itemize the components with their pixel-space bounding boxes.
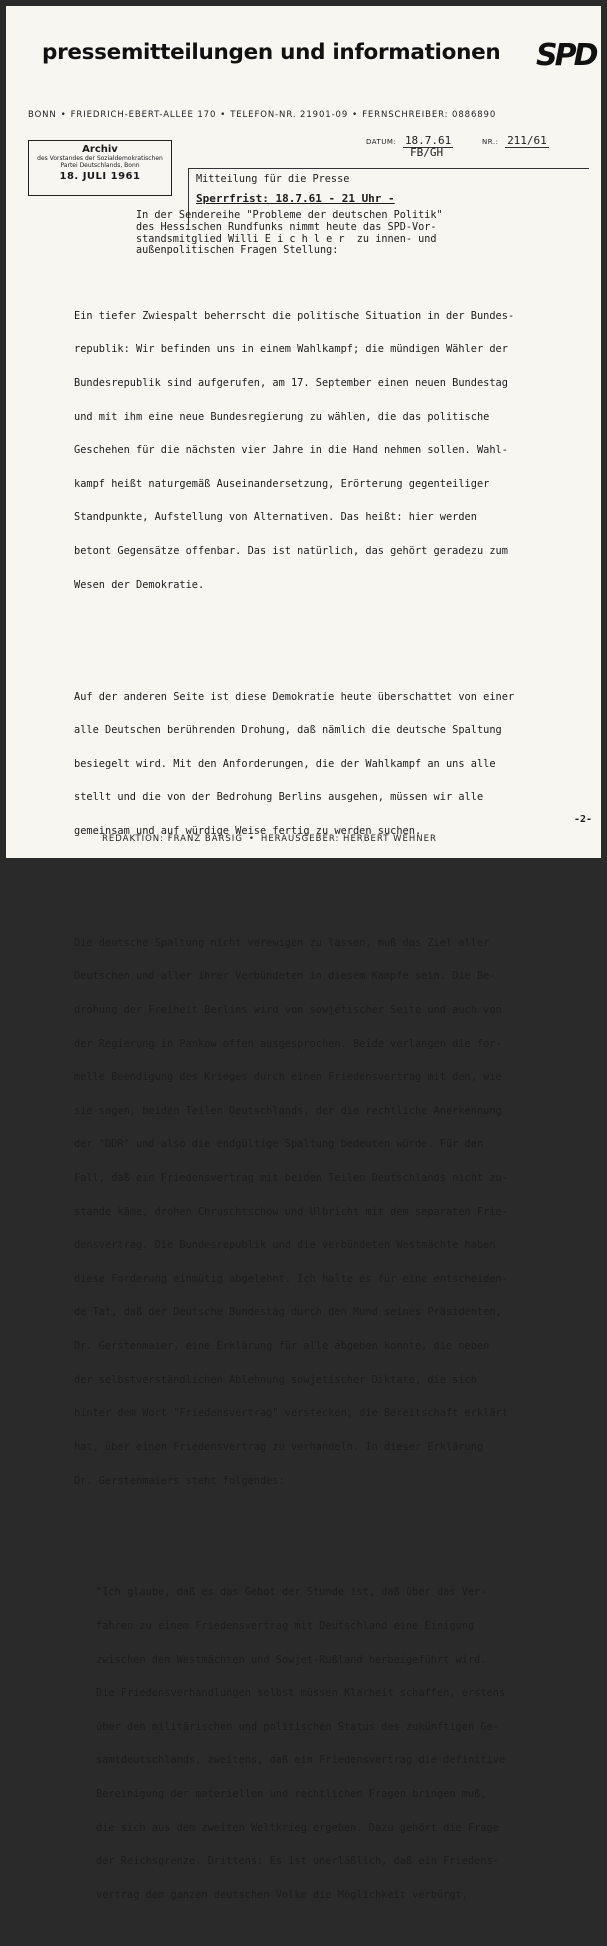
text-line: und mit ihm eine neue Bundesregierung zu wählen, die das politische (74, 410, 490, 423)
text-line: drohung der Freiheit Berlins wird von sowjetischer Seite und auch von (74, 1004, 502, 1016)
datum-label: DATUM: (366, 138, 397, 146)
lead-line: standsmitglied Willi E i c h l e r zu innen- und (136, 233, 437, 245)
masthead: pressemitteilungen und informationen (42, 40, 501, 65)
nr-value: 211/61 (507, 134, 547, 147)
nr-block (482, 134, 549, 147)
text-line: republik: Wir befinden uns in einem Wahlkampf; die mündigen Wähler der (74, 343, 508, 356)
text-line: Dr. Gerstenmaier, eine Erklärung für alle abgeben konnte, die neben (74, 1340, 490, 1353)
embargo-line (196, 192, 395, 205)
paragraph-2 (74, 669, 594, 859)
text-line: hinter dem Wort "Friedensvertrag" verstecken, die Bereitschaft erklärt (74, 1407, 508, 1420)
quote-line: der Reichsgrenze. Drittens: Es ist unerläßlich, daß ein Friedens- (96, 1855, 499, 1868)
logo-text: SPD (536, 38, 596, 73)
quote-block (74, 1565, 594, 1924)
text-line: diese Forderung einmütig abgelehnt. Ich halte es für eine entscheiden- (74, 1272, 508, 1285)
text-line: Dr. Gerstenmaiers steht folgendes: (74, 1474, 285, 1487)
text-line: sie sagen, beiden Teilen Deutschlands, der die rechtliche Anerkennung (74, 1104, 502, 1117)
text-line: densvertrag. Die Bundesrepublik und die verbündeten Westmächte haben (74, 1239, 496, 1252)
address-line: BONN • FRIEDRICH-EBERT-ALLEE 170 • TELEFON-NR. 21901-09 • FERNSCHREIBER: 0886890 (28, 110, 497, 120)
lead-paragraph (136, 210, 596, 257)
lead-line: In der Sendereihe "Probleme der deutschen Politik" (136, 210, 443, 221)
address-phone: TELEFON-NR. 21901-09 (230, 110, 349, 120)
text-line: Bundesrepublik sind aufgerufen, am 17. September einen neuen Bundestag (74, 377, 508, 390)
text-line: der Regierung in Pankow offen ausgesprochen. Beide verlangen die for- (74, 1037, 502, 1050)
text-line: Auf der anderen Seite ist diese Demokratie heute überschattet von einer (74, 690, 515, 703)
body-text (74, 266, 594, 1946)
address-telex: FERNSCHREIBER: 0886890 (362, 110, 497, 120)
text-line: stande käme, drohen Chruschtschow und Ulbricht mit dem separaten Frie- (74, 1205, 508, 1218)
text-line: Deutschen und aller ihrer Verbündeten in diesem Kampfe sein. Die Be- (74, 970, 496, 983)
text-line: gemeinsam und auf würdige Weise fertig zu werden suchen. (74, 824, 422, 837)
text-line: Ein tiefer Zwiespalt beherrscht die politische Situation in der Bundes- (74, 309, 515, 322)
text-line: hat, über einen Friedensvertrag zu verhandeln. In dieser Erklärung (74, 1440, 484, 1453)
quote-line: vertrag dem ganzen deutschen Volke die Möglichkeit verbürgt, (96, 1888, 468, 1901)
quote-line: die sich aus dem zweiten Weltkrieg ergeben. Dazu gehört die Frage (96, 1821, 499, 1834)
quote-line: "Ich glaube, daß es das Gebot der Stunde ist, daß über das Ver- (96, 1586, 487, 1599)
text-line: Die deutsche Spaltung nicht verewigen zu lassen, muß das Ziel aller (74, 936, 490, 949)
address-city: BONN (28, 110, 57, 120)
paragraph-1 (74, 288, 594, 613)
stamp-line-1: des Vorstandes der Sozialdemokratischen (37, 155, 163, 162)
datum-value: 18.7.61 (404, 134, 452, 147)
lead-line: des Hessischen Rundfunks nimmt heute das SPD-Vor- (136, 221, 437, 233)
footer-redaktion: REDAKTION: FRANZ BARSIG (102, 834, 243, 844)
quote-line: über den militärischen und politischen Status des zukünftigen Ge- (96, 1720, 499, 1733)
text-line: alle Deutschen berührenden Drohung, daß nämlich die deutsche Spaltung (74, 724, 502, 737)
text-line: Geschehen für die nächsten vier Jahre in die Hand nehmen sollen. Wahl- (74, 444, 508, 457)
initials: FB/GH (410, 146, 444, 159)
text-line: Standpunkte, Aufstellung von Alternativen. Das heißt: hier werden (74, 511, 477, 524)
stamp-title: Archiv (82, 144, 118, 155)
text-line: besiegelt wird. Mit den Anforderungen, die der Wahlkampf an uns alle (74, 757, 496, 770)
text-line: de Tat, daß der Deutsche Bundestag durch den Mund seines Präsidenten, (74, 1306, 502, 1319)
address-street: FRIEDRICH-EBERT-ALLEE 170 (70, 110, 217, 120)
spd-logo (534, 34, 596, 73)
quote-line: fahren zu einem Friedensvertrag mit Deutschland eine Einigung (96, 1619, 475, 1632)
text-line: der selbstverständlichen Ablehnung sowjetischer Diktate, die sich (74, 1373, 477, 1386)
quote-line: Die Friedensverhandlungen selbst müssen Klarheit schaffen, erstens (96, 1687, 506, 1700)
text-line: Wesen der Demokratie. (74, 578, 205, 591)
footer-herausgeber: HERAUSGEBER: HERBERT WEHNER (260, 834, 437, 844)
footer: REDAKTION: FRANZ BARSIG • HERAUSGEBER: HERBERT WEHNER (102, 834, 437, 844)
text-line: betont Gegensätze offenbar. Das ist natürlich, das gehört geradezu zum (74, 545, 508, 558)
nr-label: NR.: (482, 138, 499, 146)
stamp-line-2: Partei Deutschlands, Bonn (60, 162, 140, 169)
text-line: Fall, daß ein Friedensvertrag mit beiden Teilen Deutschlands nicht zu- (74, 1172, 508, 1185)
text-line: kampf heißt naturgemäß Auseinandersetzung, Erörterung gegenteiliger (74, 477, 490, 490)
press-release-page (6, 6, 601, 1901)
text-line: stellt und die von der Bedrohung Berlins ausgehen, müssen wir alle (74, 791, 484, 804)
quote-line: samtdeutschlands, zweitens, daß ein Friedensvertrag die definitive (96, 1754, 506, 1767)
lead-line: außenpolitischen Fragen Stellung: (136, 245, 339, 257)
quote-line: zwischen den Westmächten und Sowjet-Rußland herbeigeführt wird. (96, 1653, 487, 1666)
archive-stamp (28, 140, 172, 196)
text-line: der "DDR" und also die endgültige Spaltung bedeuten würde. Für den (74, 1138, 484, 1151)
document-heading: Mitteilung für die Presse (196, 174, 350, 185)
stamp-date: 18. JULI 1961 (59, 171, 141, 182)
page-continuation: -2- (574, 814, 593, 825)
quote-line: Bereinigung der materiellen und rechtlichen Fragen bringen muß, (96, 1788, 487, 1801)
paragraph-3 (74, 915, 594, 1509)
embargo-text: Sperrfrist: 18.7.61 - 21 Uhr - (196, 192, 395, 205)
text-line: melle Beendigung des Krieges durch einen Friedensvertrag mit den, wie (74, 1071, 502, 1084)
